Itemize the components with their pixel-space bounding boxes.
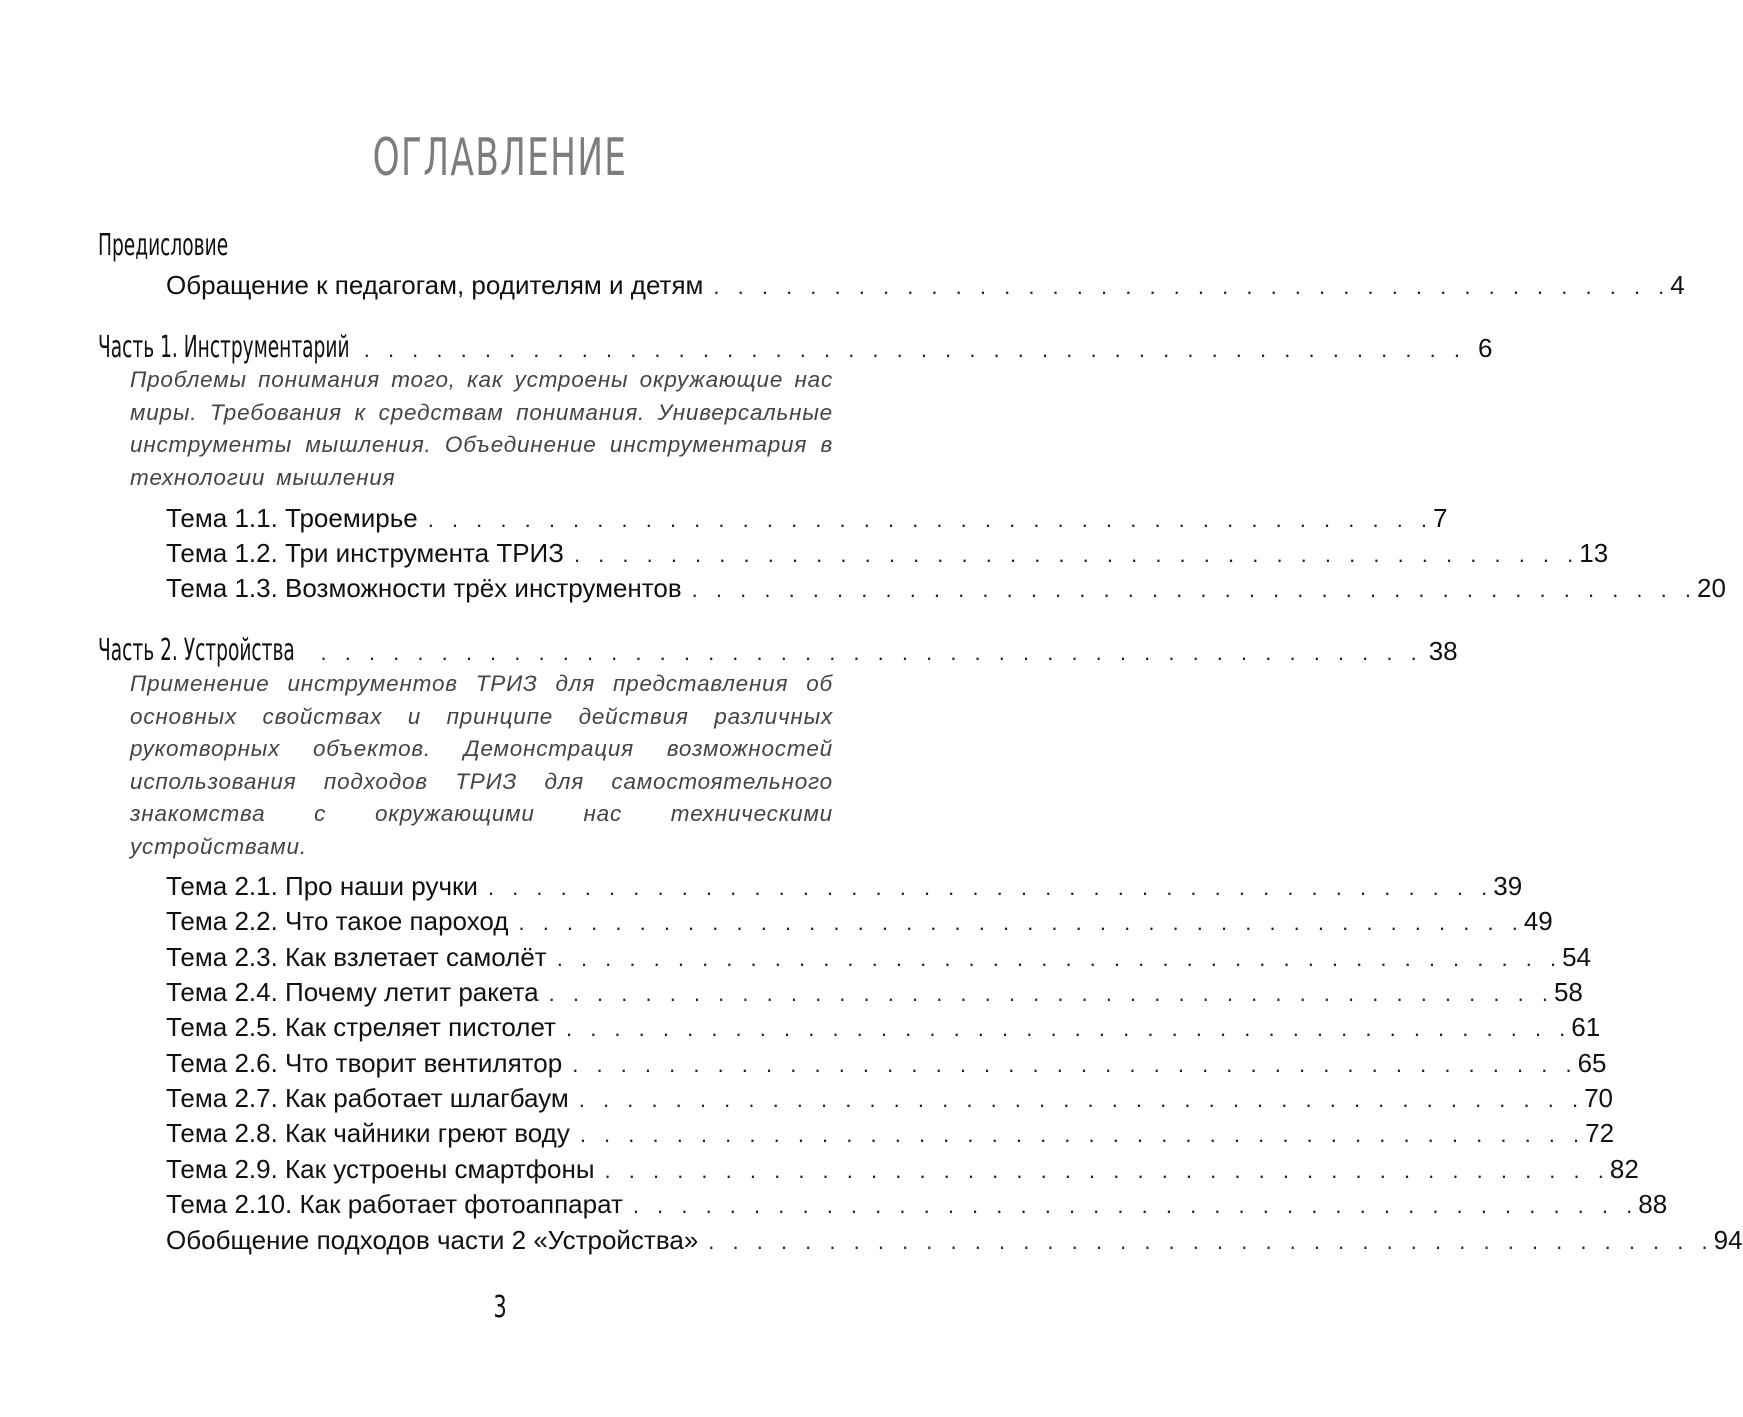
part2-heading: Часть 2. Устройства xyxy=(98,633,295,668)
toc-entry-page: 20 xyxy=(1697,573,1726,603)
toc-entry[interactable] xyxy=(166,270,1685,304)
toc-entry-page: 88 xyxy=(1638,1189,1668,1219)
toc-entry-page: 70 xyxy=(1584,1083,1614,1113)
toc-entry[interactable] xyxy=(166,1189,1668,1223)
preface-heading: Предисловие xyxy=(98,228,229,263)
toc-entry-label: Тема 2.1. Про наши ручки xyxy=(166,871,478,901)
toc-entry-label: Тема 2.2. Что такое пароход xyxy=(166,906,509,936)
toc-entry-page: 4 xyxy=(1670,270,1685,300)
dot-leader: . . . . . . . . . . . . . . . . . . . . . . . . . . . . . . . . . . . . . . . . . . xyxy=(578,1087,1585,1112)
toc-entry-page: 82 xyxy=(1609,1154,1639,1184)
toc-entry-page: 94 xyxy=(1713,1225,1743,1255)
toc-entry-page: 72 xyxy=(1585,1118,1615,1148)
toc-entry-label: Обращение к педагогам, родителям и детям xyxy=(166,270,704,300)
toc-entry-label: Тема 2.8. Как чайники греют воду xyxy=(166,1118,570,1148)
toc-entry[interactable] xyxy=(166,538,1609,572)
dot-leader: . . . . . . . . . . . . . . . . . . . . . . . . . . . . . . . . . . . . . . . . . . xyxy=(579,1122,1586,1147)
part1-page: 6 xyxy=(1477,333,1493,363)
toc-entry-label: Обобщение подходов части 2 «Устройства» xyxy=(166,1225,699,1255)
toc-entry[interactable] xyxy=(166,1012,1601,1046)
part2-description: Применение инструментов ТРИЗ для представления об основных свойствах и принципе действия различных рукотворных объектов. Демонстрация возможностей использования подходов ТРИЗ для самостоятельного знакомства с окружающими нас техническими устройствами. xyxy=(130,671,833,859)
dot-leader: . . . . . . . . . . . . . . . . . . . . . . . . . . . . . . . . . . . . . . . . . . xyxy=(548,981,1554,1006)
toc-entry-page: 65 xyxy=(1577,1048,1607,1078)
toc-entry-page: 54 xyxy=(1562,942,1591,972)
toc-entry[interactable] xyxy=(166,1154,1639,1188)
part1-description: Проблемы понимания того, как устроены окружающие нас миры. Требования к средствам понимания. Универсальные инструменты мышления. Объединение инструментария в технологии мышления xyxy=(130,367,833,490)
toc-entry[interactable] xyxy=(166,573,1726,607)
toc-entry[interactable] xyxy=(166,1225,1743,1259)
dot-leader: . . . . . . . . . . . . . . . . . . . . . . . . . . . . . . . . . . . . . . . . . . xyxy=(556,946,1563,971)
page-title: ОГЛАВЛЕНИЕ xyxy=(372,128,628,188)
toc-entry-page: 7 xyxy=(1433,503,1448,533)
dot-leader: . . . . . . . . . . . . . . . . . . . . . . . . . . . . . . . . . . . . . . . . . . xyxy=(632,1193,1639,1218)
dot-leader: . . . . . . . . . . . . . . . . . . . . . . . . . . . . . . . . . . . . . . . . . . xyxy=(427,507,1434,532)
toc-entry[interactable] xyxy=(166,1118,1615,1152)
dot-leader: . . . . . . . . . . . . . . . . . . . . . . . . . . . . . . . . . . . . . . . . . . xyxy=(573,542,1580,567)
part2-heading-row[interactable] xyxy=(98,633,1458,671)
toc-entry[interactable] xyxy=(166,1083,1614,1117)
toc-entry-label: Тема 1.1. Троемирье xyxy=(166,503,418,533)
toc-entry[interactable] xyxy=(166,871,1523,905)
toc-entry-page: 13 xyxy=(1579,538,1609,568)
dot-leader: . . . . . . . . . . . . . . . . . . . . . . . . . . . . . . . . . . . . . . . . . . xyxy=(708,1229,1714,1254)
toc-entry-label: Тема 2.7. Как работает шлагбаум xyxy=(166,1083,569,1113)
dot-leader: . . . . . . . . . . . . . . . . . . . . . . . . . . . . . . . . . . . . . . . . . . xyxy=(572,1052,1578,1077)
dot-leader: . . . . . . . . . . . . . . . . . . . . . . . . . . . . . . . . . . . . . . . . . . . . . . xyxy=(363,337,1466,362)
toc-entry-label: Тема 2.9. Как устроены смартфоны xyxy=(166,1154,595,1184)
toc-entry-page: 49 xyxy=(1523,906,1553,936)
dot-leader: . . . . . . . . . . . . . . . . . . . . . . . . . . . . . . . . . . . . . . . . . . . . . . xyxy=(320,640,1423,665)
dot-leader: . . . . . . . . . . . . . . . . . . . . . . . . . . . . . . . . . . . . . . . . . . xyxy=(604,1158,1610,1183)
toc-entry-page: 61 xyxy=(1571,1012,1601,1042)
dot-leader: . . . . . . . . . . . . . . . . . . . . . . . . . . . . . . . . . . . . . . . . . . xyxy=(565,1016,1572,1041)
dot-leader: . . . . . . . . . . . . . . . . . . . . . . . . . . . . . . . . . . . . . . . . . . xyxy=(518,910,1524,935)
toc-entry[interactable] xyxy=(166,906,1553,940)
dot-leader: . . . . . . . . . . . . . . . . . . . . . . . . . . . . . . . . . . . . . . . . . . xyxy=(691,577,1697,602)
toc-entry-label: Тема 2.5. Как стреляет пистолет xyxy=(166,1012,556,1042)
toc-entry-label: Тема 2.4. Почему летит ракета xyxy=(166,977,539,1007)
toc-entry[interactable] xyxy=(166,942,1591,976)
dot-leader: . . . . . . . . . . . . . . . . . . . . . . . . . . . . . . . . . . . . . . . . . . xyxy=(487,875,1494,900)
toc-entry-label: Тема 2.6. Что творит вентилятор xyxy=(166,1048,563,1078)
preface-heading-row xyxy=(98,228,868,266)
part1-heading: Часть 1. Инструментарий xyxy=(98,330,350,365)
dot-leader: . . . . . . . . . . . . . . . . . . . . . . . . . . . . . . . . . . . . . . . . xyxy=(713,274,1671,299)
page-number: 3 xyxy=(493,1290,507,1325)
toc-entry-label: Тема 2.3. Как взлетает самолёт xyxy=(166,942,547,972)
toc-entry[interactable] xyxy=(166,503,1448,537)
toc-entry-page: 58 xyxy=(1553,977,1583,1007)
toc-entry[interactable] xyxy=(166,1048,1607,1082)
toc-entry-label: Тема 1.3. Возможности трёх инструментов xyxy=(166,573,682,603)
toc-entry-label: Тема 2.10. Как работает фотоаппарат xyxy=(166,1189,623,1219)
toc-entry-page: 39 xyxy=(1493,871,1523,901)
toc-entry[interactable] xyxy=(166,977,1583,1011)
toc-entry-label: Тема 1.2. Три инструмента ТРИЗ xyxy=(166,538,564,568)
part1-heading-row[interactable] xyxy=(98,330,1493,368)
part2-page: 38 xyxy=(1428,636,1458,666)
